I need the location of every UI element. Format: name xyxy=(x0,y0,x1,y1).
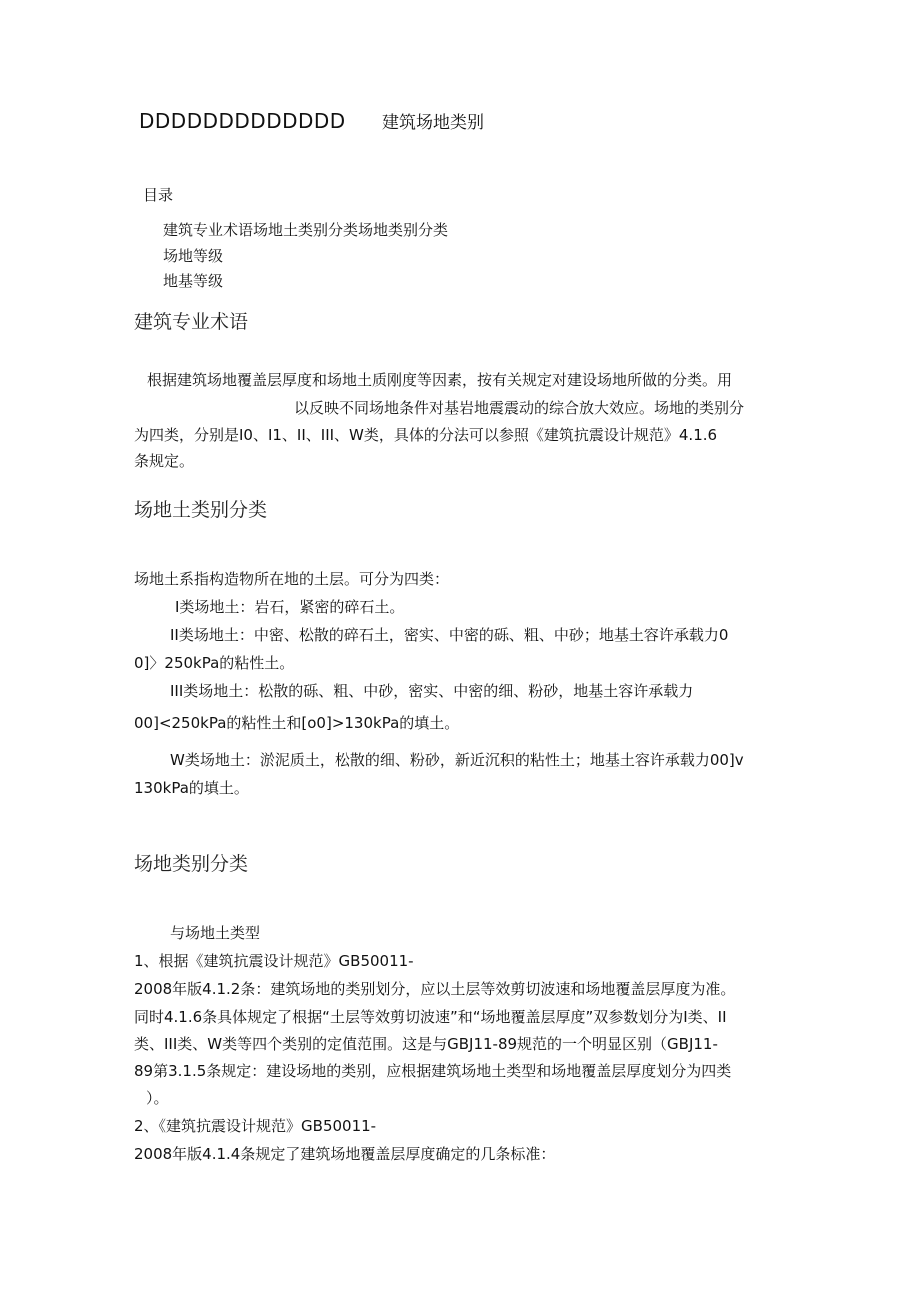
section-heading-terms: 建筑专业术语 xyxy=(134,311,249,333)
paragraph-line: 与场地土类型 xyxy=(170,924,261,942)
paragraph-line: 为四类，分别是I0、I1、II、III、W类，具体的分法可以参照《建筑抗震设计规范》4.1.6 xyxy=(134,426,718,444)
header-code: DDDDDDDDDDDDD xyxy=(139,109,346,133)
toc-item-3[interactable]: 地基等级 xyxy=(163,272,224,290)
section-heading-soil: 场地土类别分类 xyxy=(134,499,268,521)
soil-class-3-cont: 00]<250kPa的粘性土和[o0]>130kPa的填土。 xyxy=(134,714,460,732)
paragraph-line: 根据建筑场地覆盖层厚度和场地土质刚度等因素，按有关规定对建设场地所做的分类。用 xyxy=(147,371,733,389)
paragraph-intro: 场地土系指构造物所在地的土层。可分为四类： xyxy=(134,570,450,588)
paragraph-line: 2008年版4.1.4条规定了建筑场地覆盖层厚度确定的几条标准： xyxy=(134,1145,556,1163)
paragraph-line: 同时4.1.6条具体规定了根据“土层等效剪切波速”和“场地覆盖层厚度”双参数划分为I类、II xyxy=(134,1008,727,1026)
paragraph-line: 1、根据《建筑抗震设计规范》GB50011- xyxy=(134,952,414,970)
toc-item-1[interactable]: 建筑专业术语场地土类别分类场地类别分类 xyxy=(163,221,449,239)
soil-class-4-cont: 130kPa的填土。 xyxy=(134,779,249,797)
soil-class-4: W类场地土：淤泥质土，松散的细、粉砂，新近沉积的粘性土；地基土容许承载力00]v xyxy=(170,751,744,769)
paragraph-line: 2、《建筑抗震设计规范》GB50011- xyxy=(134,1117,377,1135)
paragraph-line: 类、III类、W类等四个类别的定值范围。这是与GBJ11-89规范的一个明显区别（GBJ11- xyxy=(134,1035,718,1053)
soil-class-3: III类场地土：松散的砾、粗、中砂，密实、中密的细、粉砂，地基土容许承载力 xyxy=(170,682,694,700)
header-title: 建筑场地类别 xyxy=(382,113,484,133)
toc-label: 目录 xyxy=(143,186,174,204)
paragraph-line: 89第3.1.5条规定：建设场地的类别，应根据建筑场地土类型和场地覆盖层厚度划分为四类 xyxy=(134,1062,732,1080)
soil-class-1: I类场地土：岩石，紧密的碎石土。 xyxy=(175,598,405,616)
paragraph-line: 以反映不同场地条件对基岩地震震动的综合放大效应。场地的类别分 xyxy=(294,399,745,417)
paragraph-line: 2008年版4.1.2条：建筑场地的类别划分，应以土层等效剪切波速和场地覆盖层厚度为准。 xyxy=(134,980,736,998)
paragraph-line: 条规定。 xyxy=(134,452,195,470)
section-heading-site: 场地类别分类 xyxy=(134,853,249,875)
toc-item-2[interactable]: 场地等级 xyxy=(163,247,224,265)
paragraph-line: ）。 xyxy=(146,1089,169,1107)
soil-class-2: II类场地土：中密、松散的碎石土，密实、中密的砾、粗、中砂；地基土容许承载力0 xyxy=(170,626,729,644)
soil-class-2-cont: 0]〉250kPa的粘性土。 xyxy=(134,654,295,672)
